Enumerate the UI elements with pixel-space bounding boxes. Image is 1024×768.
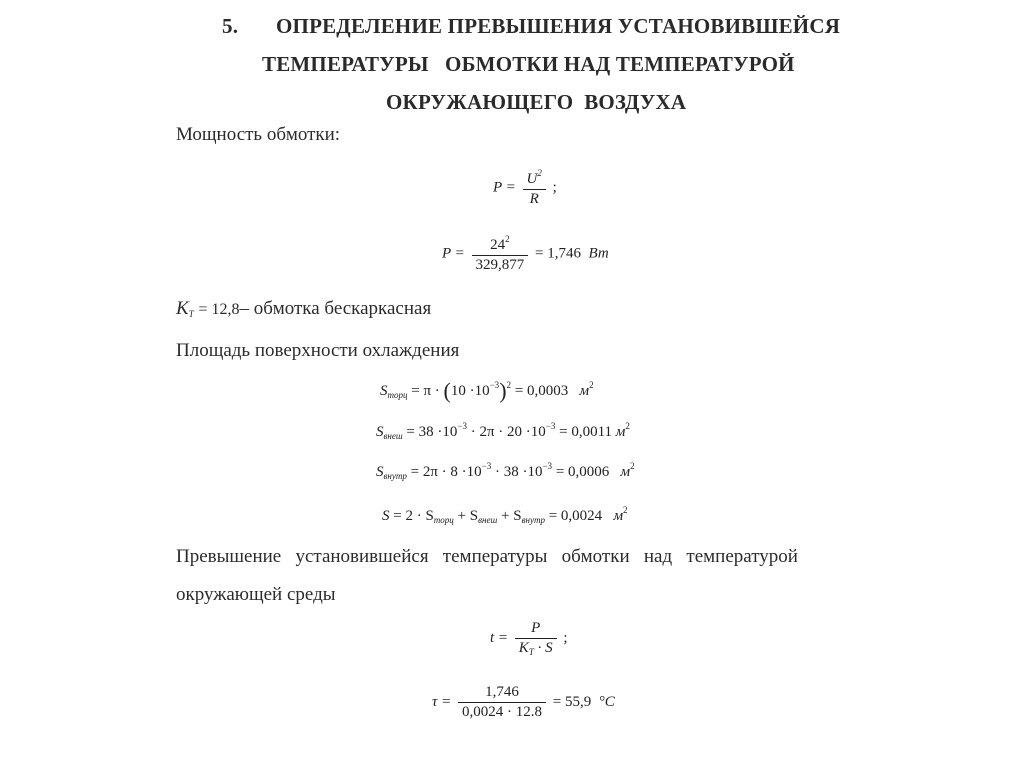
power-end: ; xyxy=(552,179,557,196)
s-vnesh-unit-exp: 2 xyxy=(625,421,630,431)
s-total-sub3: внутр xyxy=(521,515,545,525)
temp-den-rest: · S xyxy=(537,640,553,656)
s-vnutr-expr1: = 2π · 8 ·10 xyxy=(410,464,482,480)
s-vnesh-exp1: −3 xyxy=(457,421,467,431)
s-total-part2: + S xyxy=(457,508,479,524)
s-tor-outer-exp: 2 xyxy=(506,380,512,390)
s-tor-result: = 0,0003 xyxy=(514,383,569,399)
s-vnesh-expr2: · 2π · 20 ·10 xyxy=(470,424,546,440)
power-calc-lhs: P = xyxy=(442,245,465,262)
power-formula xyxy=(493,168,557,208)
s-total-formula xyxy=(382,505,628,525)
power-calc-result: = 1,746 xyxy=(535,245,581,262)
temp-label-line-1: Превышение установившейся температуры обмотки над температурой xyxy=(176,546,798,567)
section-title-line-2: ТЕМПЕРАТУРЫ ОБМОТКИ НАД ТЕМПЕРАТУРОЙ xyxy=(262,52,795,76)
power-label: Мощность обмотки: xyxy=(176,124,341,145)
s-total-part1: = 2 · S xyxy=(393,508,434,524)
temp-calc-result: = 55,9 xyxy=(552,693,592,710)
s-vnutr-exp2: −3 xyxy=(542,461,553,471)
s-tor-eq: = π · xyxy=(411,383,440,399)
power-calc-unit: Вт xyxy=(588,245,609,262)
s-tor-sub: торц xyxy=(387,390,408,400)
kt-symbol: K xyxy=(176,298,189,319)
s-vnutr-sub: внутр xyxy=(383,471,407,481)
s-vnutr-result: = 0,0006 xyxy=(555,464,610,480)
temp-den-k: K xyxy=(518,640,529,656)
s-vnesh-exp2: −3 xyxy=(545,421,556,431)
power-calc-num: 24 xyxy=(490,237,506,253)
temp-calc-unit: °C xyxy=(598,693,615,710)
s-vnesh-expr1: = 38 ·10 xyxy=(406,424,458,440)
s-tor-inner-exp: −3 xyxy=(489,380,500,390)
area-label: Площадь поверхности охлаждения xyxy=(176,340,460,361)
temp-end: ; xyxy=(563,629,568,646)
s-vnutr-symbol: S xyxy=(376,464,384,480)
s-tor-inner: 10 ·10 xyxy=(450,383,490,399)
s-vnesh-sub: внеш xyxy=(383,431,403,441)
s-total-unit: м xyxy=(613,508,624,524)
s-vnutr-unit-exp: 2 xyxy=(630,461,635,471)
s-vnesh-unit: м xyxy=(615,424,626,440)
temp-calc xyxy=(432,684,615,721)
s-total-sub2: внеш xyxy=(478,515,498,525)
temp-num: P xyxy=(515,620,557,639)
power-calc-den: 329,877 xyxy=(475,257,525,273)
temp-calc-lhs: τ = xyxy=(432,693,452,710)
kt-sub: T xyxy=(188,309,194,319)
temp-calc-num: 1,746 xyxy=(458,684,546,703)
temp-calc-fraction xyxy=(458,684,546,721)
s-vnutr-exp1: −3 xyxy=(481,461,492,471)
s-total-sub1: торц xyxy=(433,515,454,525)
power-calc-fraction xyxy=(472,234,529,274)
temp-formula xyxy=(490,620,568,657)
power-calc xyxy=(442,234,609,274)
s-vnutr-expr2: · 38 ·10 xyxy=(494,464,543,480)
section-number: 5. xyxy=(222,14,239,38)
kt-value: = 12,8 xyxy=(198,301,240,318)
s-total-unit-exp: 2 xyxy=(623,505,628,515)
section-title-line-1: ОПРЕДЕЛЕНИЕ ПРЕВЫШЕНИЯ УСТАНОВИВШЕЙСЯ xyxy=(276,14,841,38)
temp-fraction xyxy=(515,620,557,657)
s-tor-unit: м xyxy=(579,383,590,399)
power-lhs: P = xyxy=(493,179,516,196)
power-num: U xyxy=(526,171,538,187)
power-calc-num-exp: 2 xyxy=(505,234,510,244)
power-num-exp: 2 xyxy=(537,168,542,178)
s-vnesh-symbol: S xyxy=(376,424,384,440)
section-title-line-3: ОКРУЖАЮЩЕГО ВОЗДУХА xyxy=(386,90,687,114)
power-fraction xyxy=(523,168,546,208)
kt-line xyxy=(176,298,431,320)
temp-calc-den: 0,0024 · 12.8 xyxy=(462,704,542,720)
s-tor-formula: $S_{торц} = \pi \cdot (10 \cdot 10^{-3})^2 = 0,0003$ $м^2$ xyxy=(380,378,594,403)
s-total-symbol: S xyxy=(382,508,390,524)
power-den: R xyxy=(529,191,539,207)
s-tor-unit-exp: 2 xyxy=(589,380,594,390)
s-total-result: = 0,0024 xyxy=(548,508,603,524)
s-vnesh-formula xyxy=(376,421,630,441)
kt-text: – обмотка бескаркасная xyxy=(239,298,432,319)
s-total-part3: + S xyxy=(501,508,522,524)
temp-label-line-2: окружающей среды xyxy=(176,584,336,605)
s-vnutr-unit: м xyxy=(620,464,631,480)
temp-den-sub: T xyxy=(528,647,534,657)
s-tor-symbol: S xyxy=(380,383,388,399)
temp-lhs: t = xyxy=(490,629,509,646)
s-vnesh-result: = 0,0011 xyxy=(559,424,613,440)
s-vnutr-formula xyxy=(376,461,635,481)
